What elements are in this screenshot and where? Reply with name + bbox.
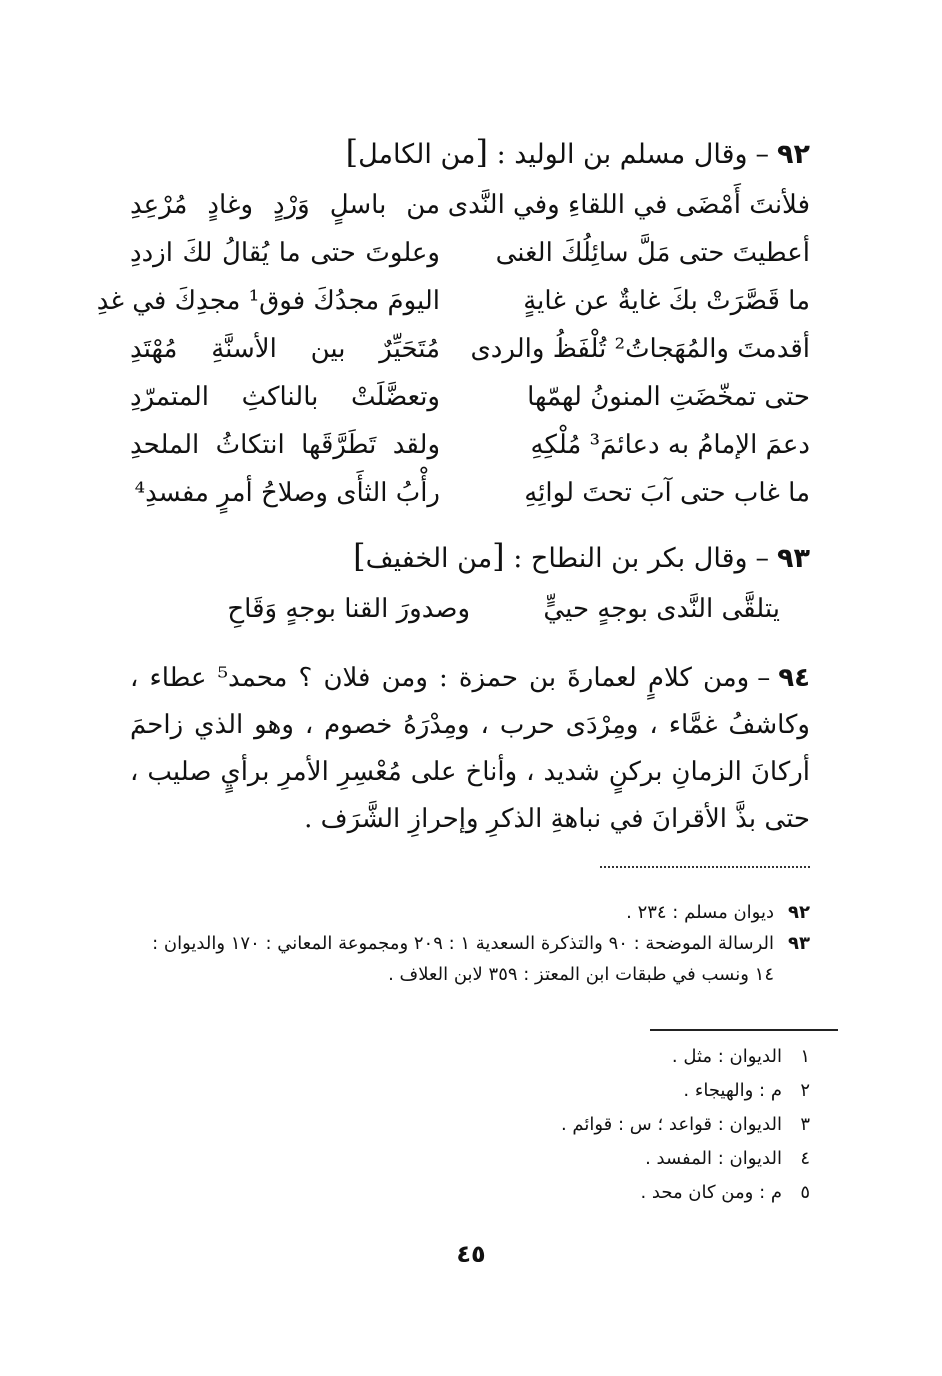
- hemistich-text: ما قَصَّرَتْ بكَ غايةٌ عن غايةٍ: [523, 286, 810, 316]
- word: ولقد: [392, 430, 440, 460]
- meter-label: من الكامل: [358, 139, 476, 170]
- poem-92: [96, 190, 810, 526]
- word: يُقالُ: [221, 238, 270, 268]
- word: بين: [310, 334, 346, 364]
- word: انتكاثُ: [215, 430, 285, 460]
- footnote-text: الديوان : قواعد ؛ س : قوائم .: [560, 1114, 782, 1135]
- verse-line: [130, 430, 810, 478]
- hemistich-text: ما غاب حتى آبَ تحتَ لوائِهِ: [524, 478, 810, 508]
- entry-number: ٩٢: [777, 139, 810, 170]
- footnote-rule: [650, 1029, 838, 1031]
- dotted-separator: [600, 866, 810, 868]
- footnote-text: الديوان : المفسد .: [645, 1148, 782, 1169]
- hemistich-text: أعطيتَ حتى مَلَّ سائِلُكَ الغنى: [495, 238, 810, 268]
- word: الملحدِ: [130, 430, 200, 460]
- hemistich-text: وصدورَ القنا بوجهٍ وَقَاحِ: [227, 594, 470, 624]
- footnote: [310, 1108, 810, 1142]
- open-bracket: [: [475, 133, 488, 171]
- prose-text: ومن كلامٍ لعمارةَ بن حمزة : ومن فلان ؟ محمد⁵ عطاء ، وكاشفُ غمَّاء ، ومِرْدَى حرب ، ومِدْرَهُ خصوم ، وهو الذي زاحمَ أركانَ الزمانِ بركنٍ شديد ، وأناخ على مُعْسِرِ الأمرِ برأيٍ صليب ، حتى بذَّ الأقرانَ في نباهةِ الذكرِ وإحرازِ الشَّرَف .: [130, 663, 810, 834]
- word: وعلوتَ: [365, 238, 440, 268]
- first-hemistich: [510, 286, 810, 316]
- source-notes: [130, 897, 810, 990]
- word: وَرْدٍ: [273, 190, 310, 220]
- verse-line: [130, 190, 810, 238]
- first-hemistich: [510, 478, 810, 508]
- footnotes: [310, 1040, 810, 1210]
- footnote-text: م : والهيجاء .: [683, 1080, 782, 1101]
- second-hemistich: [190, 594, 470, 624]
- dash: –: [755, 543, 770, 574]
- hemistich-text: يتلقَّى النَّدى بوجهٍ حييٍّ: [543, 594, 780, 624]
- verse-line: [96, 286, 810, 334]
- entry-intro: وقال بكر بن النطاح :: [513, 543, 748, 574]
- entry-heading-93: [353, 537, 810, 575]
- entry-intro: وقال مسلم بن الوليد :: [496, 139, 748, 170]
- word: مُتَحَيِّرٌ: [379, 334, 440, 364]
- footnote-number: ٢: [800, 1080, 810, 1101]
- poem-93: [130, 594, 810, 642]
- word: وتعضَّلَتْ: [350, 382, 440, 412]
- note-label: ٩٢: [788, 902, 810, 923]
- footnote: [310, 1142, 810, 1176]
- first-hemistich: [510, 430, 810, 460]
- first-hemistich: [447, 190, 810, 220]
- word: مُرْعِدِ: [130, 190, 188, 220]
- entry-heading-92: [346, 133, 810, 171]
- word: حتى: [310, 238, 356, 268]
- footnote-number: ٤: [800, 1148, 810, 1169]
- page-number: ٤٥: [456, 1240, 486, 1268]
- hemistich-text: فلأنتَ أَمْضَى في اللقاءِ وفي النَّدى: [447, 190, 810, 220]
- hemistich-text: رأْبُ الثأَى وصلاحُ أمرٍ مفسدِ⁴: [134, 478, 440, 508]
- source-note: [130, 928, 810, 990]
- word: لكَ: [182, 238, 213, 268]
- footnote: [310, 1074, 810, 1108]
- word: مُهْتَدِ: [130, 334, 178, 364]
- hemistich-text: حتى تمخّضَتِ المنونُ لهمّها: [527, 382, 810, 412]
- footnote-number: ٣: [800, 1114, 810, 1135]
- word: بالناكثِ: [241, 382, 319, 412]
- verse-line: [130, 478, 810, 526]
- second-hemistich: [130, 382, 440, 412]
- second-hemistich: [130, 238, 440, 268]
- close-bracket: ]: [345, 133, 359, 171]
- second-hemistich: [130, 190, 440, 220]
- second-hemistich: [130, 430, 440, 460]
- first-hemistich: [510, 594, 780, 624]
- footnote-text: الديوان : مثل .: [671, 1046, 782, 1067]
- note-text: ديوان مسلم : ٢٣٤ .: [626, 902, 774, 923]
- meter-label: من الخفيف: [365, 543, 493, 574]
- first-hemistich: [470, 334, 810, 364]
- second-hemistich: [130, 478, 440, 508]
- word: الأسنَّةِ: [211, 334, 277, 364]
- word: ازددِ: [130, 238, 173, 268]
- dash: –: [757, 663, 771, 693]
- first-hemistich: [495, 238, 810, 268]
- prose-94: [130, 655, 810, 843]
- hemistich-text: اليومَ مجدُكَ فوق¹ مجدِكَ في غدِ: [96, 286, 440, 316]
- verse-line: [130, 594, 810, 642]
- word: وغادٍ: [207, 190, 254, 220]
- first-hemistich: [510, 382, 810, 412]
- hemistich-text: دعمَ الإمامُ به دعائمَ³ مُلْكِهِ: [530, 430, 810, 460]
- footnote: [310, 1040, 810, 1074]
- footnote-number: ٥: [800, 1182, 810, 1203]
- word: المتمرّدِ: [130, 382, 209, 412]
- second-hemistich: [96, 286, 440, 316]
- entry-number: ٩٣: [777, 543, 810, 574]
- dash: –: [755, 139, 770, 170]
- word: ما: [278, 238, 301, 268]
- footnote-text: م : ومن كان محد .: [640, 1182, 782, 1203]
- word: من: [406, 190, 440, 220]
- note-label: ٩٣: [788, 933, 810, 954]
- source-note: [130, 897, 810, 928]
- hemistich-text: أقدمتَ والمُهَجاتُ² تُلْفَظُ والردى: [470, 334, 810, 364]
- word: تَطَرَّقَها: [301, 430, 377, 460]
- entry-number: ٩٤: [778, 663, 810, 693]
- note-text: الرسالة الموضحة : ٩٠ والتذكرة السعدية ١ : ٢٠٩ ومجموعة المعاني : ١٧٠ والديوان : ١٤ ونسب في طبقات ابن المعتز : ٣٥٩ لابن العلاف .: [152, 933, 774, 985]
- verse-line: [130, 238, 810, 286]
- open-bracket: [: [492, 537, 505, 575]
- close-bracket: ]: [353, 537, 366, 575]
- word: باسلٍ: [329, 190, 387, 220]
- footnote-number: ١: [800, 1046, 810, 1067]
- verse-line: [130, 382, 810, 430]
- footnote: [310, 1176, 810, 1210]
- second-hemistich: [130, 334, 440, 364]
- verse-line: [130, 334, 810, 382]
